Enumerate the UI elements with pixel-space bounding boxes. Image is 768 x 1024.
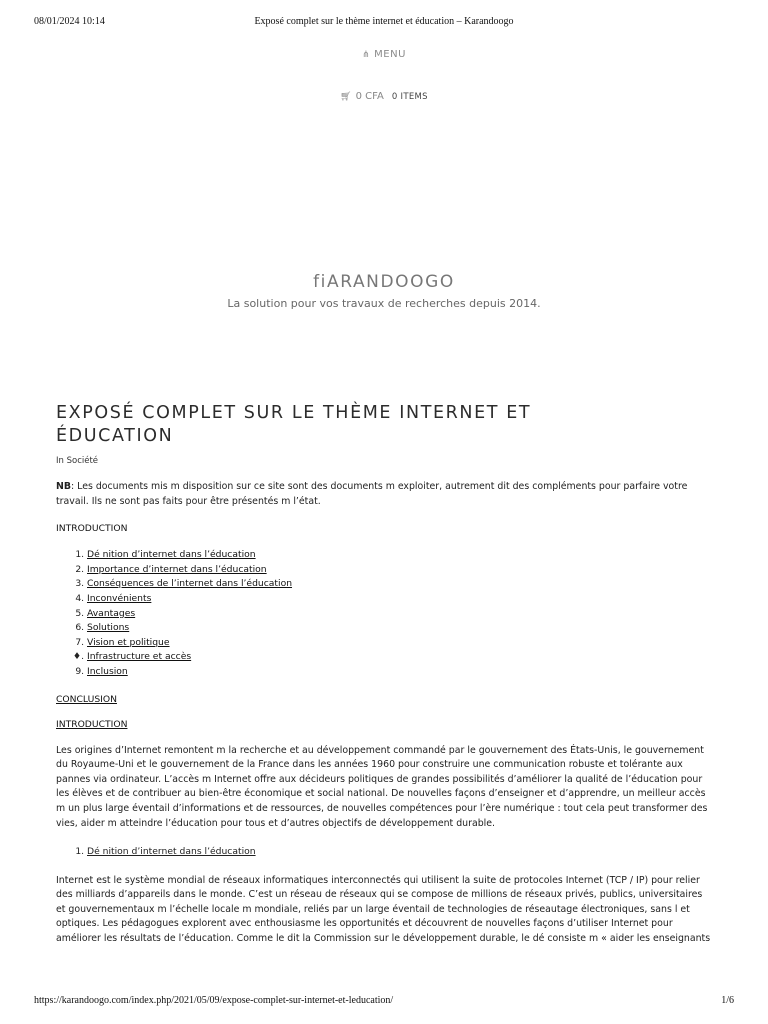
toc-item bbox=[87, 577, 712, 592]
toc-link-avantages[interactable]: Avantages bbox=[87, 607, 136, 619]
section-heading bbox=[87, 845, 712, 860]
nb-notice bbox=[56, 480, 712, 509]
post-category[interactable]: In Société bbox=[56, 456, 99, 466]
intro-paragraph: Les origines d’Internet remontent m la recherche et au développement commandé par le gouvernement des États-Unis, le gouvernement du Royaume-Uni et le gouvernement de la France dans les années 1960 pour construire une communication robuste et tolérante aux pannes via ordinateur. L’accès m Internet offre aux décideurs politiques de grandes possibilités d’améliorer la qualité de l’éducation pour les élèves et de contribuer au bien-être économique et social national. De nouvelles façons d’enseigner et d’apprendre, un meilleur accès m un plus large éventail d’informations et de ressources, de nouvelles compétences pour l’ère numérique : tout cela peut transformer des vies, aider m atteindre l’éducation pour tous et d’autres objectifs de développement durable. bbox=[56, 744, 708, 829]
menu-label: MENU bbox=[374, 49, 406, 60]
section1-heading: Dé nition d’internet dans l’éducation bbox=[87, 846, 256, 858]
hamburger-icon: ⋔ bbox=[362, 50, 371, 60]
toc-link-inconvenients[interactable]: Inconvénients bbox=[87, 592, 152, 604]
toc-item bbox=[87, 548, 712, 563]
toc-link-conclusion[interactable]: CONCLUSION bbox=[56, 693, 117, 705]
toc-item bbox=[87, 665, 712, 680]
toc-item bbox=[87, 621, 712, 636]
print-datetime: 08/01/2024 10:14 bbox=[34, 16, 105, 27]
toc-link-vision[interactable]: Vision et politique bbox=[87, 636, 170, 648]
toc-link-solutions[interactable]: Solutions bbox=[87, 622, 130, 634]
toc-link-definition[interactable]: Dé nition d’internet dans l’éducation bbox=[87, 549, 256, 561]
section-list bbox=[56, 845, 712, 860]
site-title[interactable]: fiARANDOOGO bbox=[313, 272, 455, 292]
cart-icon: 🛒︎ bbox=[340, 92, 352, 102]
cart-link[interactable] bbox=[0, 91, 768, 102]
post-content bbox=[56, 402, 712, 947]
toc-link-consequences[interactable]: Conséquences de l’internet dans l’éducation bbox=[87, 578, 293, 590]
toc-item bbox=[87, 563, 712, 578]
toc-item bbox=[87, 636, 712, 651]
toc-link-inclusion[interactable]: Inclusion bbox=[87, 665, 128, 677]
introduction-heading[interactable]: INTRODUCTION bbox=[56, 718, 128, 730]
toc-heading: INTRODUCTION bbox=[56, 523, 128, 535]
section1-paragraph: Internet est le système mondial de réseaux informatiques interconnectés qui utilisent la suite de protocoles Internet (TCP / IP) pour relier des milliards d’appareils dans le monde. C’est un réseau de réseaux qui se compose de millions de réseaux privés, publics, universitaires et gouvernementaux m l’échelle locale m mondiale, reliés par un large éventail de technologies de réseautage électroniques, sans l et optiques. Les pédagogues explorent avec enthousiasme les opportunités et découvrent de nouvelles façons d’utiliser Internet pour améliorer les résultats de l’éducation. Comme le dit la Commission sur le développement durable, le dé consiste m « aider les enseignants bbox=[56, 874, 711, 945]
print-page-number: 1/6 bbox=[721, 995, 734, 1006]
menu-button[interactable] bbox=[0, 49, 768, 60]
site-tagline: La solution pour vos travaux de recherches depuis 2014. bbox=[227, 297, 541, 310]
toc-item bbox=[87, 592, 712, 607]
cart-amount: 0 CFA bbox=[355, 91, 384, 102]
post-title-line1: EXPOSÉ COMPLET SUR LE THÈME INTERNET ET bbox=[56, 403, 532, 423]
toc-link-importance[interactable]: Importance d’internet dans l’éducation bbox=[87, 563, 267, 575]
toc-item bbox=[87, 650, 712, 665]
print-url: https://karandoogo.com/index.php/2021/05/09/expose-complet-sur-internet-et-leducation/ bbox=[34, 995, 394, 1006]
print-page-title: Exposé complet sur le thème internet et éducation – Karandoogo bbox=[254, 16, 514, 27]
toc-link-infrastructure[interactable]: Infrastructure et accès bbox=[87, 651, 192, 663]
table-of-contents bbox=[56, 548, 712, 679]
toc-item bbox=[87, 607, 712, 622]
nb-label: NB bbox=[56, 481, 71, 492]
post-title bbox=[56, 402, 712, 448]
post-title-line2: ÉDUCATION bbox=[56, 426, 174, 446]
nb-text: : Les documents mis m disposition sur ce site sont des documents m exploiter, autrement dit des compléments pour parfaire votre travail. Ils ne sont pas faits pour être présentés m l’état. bbox=[56, 481, 688, 507]
cart-items-count: 0 ITEMS bbox=[391, 92, 428, 102]
